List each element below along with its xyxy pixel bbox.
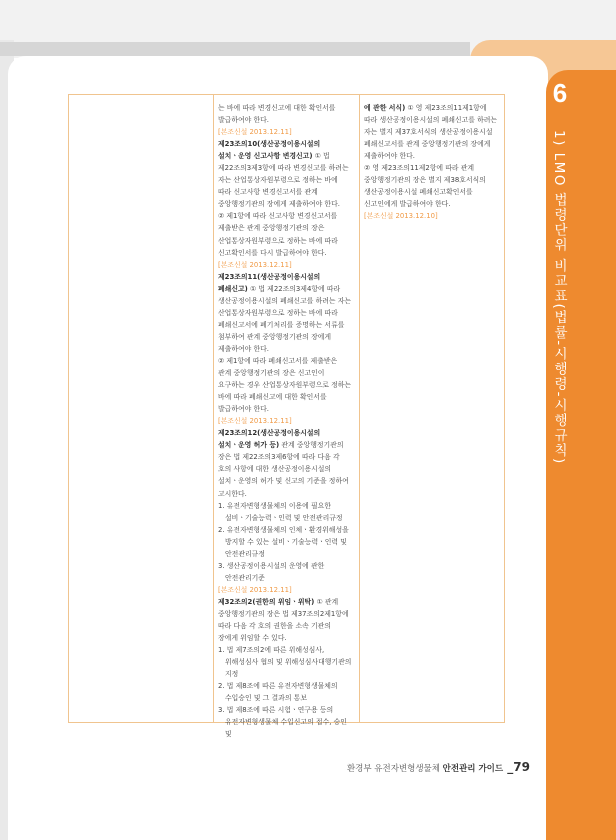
column-divider-2	[359, 95, 360, 722]
page-number: _79	[503, 760, 530, 774]
article-heading: 제23조의12(생산공정이용시설의 설치ㆍ운영 허가 등)	[218, 429, 321, 450]
provision-paragraph: ② 제1항에 따라 폐쇄신고서를 제출받은 관계 중앙행정기관의 장은 신고인이 요구하는 경우 산업통상자원부령으로 정하는 바에 따라 폐쇄신고에 대한 확인서를 발급하여야 한다.	[218, 356, 352, 414]
amendment-note: [본조신설 2013.12.11]	[218, 260, 292, 269]
article-body: 관계 중앙행정기관의 장은 법 제22조의3제6항에 따라 다음 각 호의 사항에 대한 생산공정이용시설의 설치ㆍ운영의 허가 및 신고의 기준을 정하여 고시한다.	[218, 441, 349, 498]
footer-guide-title: 안전관리 가이드	[442, 764, 504, 774]
provision-paragraph	[364, 102, 498, 162]
enforcement-rule-column	[364, 102, 498, 222]
article-heading: 제23조의10(생산공정이용시설의 설치ㆍ운영 신고사항 변경신고)	[218, 140, 321, 161]
provision-paragraph	[218, 596, 352, 644]
chapter-number: 6	[552, 78, 568, 108]
column-divider-1	[213, 95, 214, 722]
article-body: ① 관계 중앙행정기관의 장은 법 제37조의2제1항에 따라 다음 각 호의 권한을 소속 기관의 장에게 위임할 수 있다.	[218, 597, 349, 643]
provision-paragraph: ② 제1항에 따라 신고사항 변경신고서를 제출받은 관계 중앙행정기관의 장은 산업통상자원부령으로 정하는 바에 따라 신고확인서를 다시 발급하여야 한다.	[218, 212, 338, 257]
amendment-note: [본조신설 2013.12.11]	[218, 417, 292, 426]
provision-paragraph: 2. 법 제8조에 따른 유전자변형생물체의 수입승인 및 그 결과의 통보	[218, 682, 338, 703]
provision-paragraph	[218, 427, 352, 499]
provision-paragraph: 2. 유전자변형생물체의 인체ㆍ환경위해성을 방지할 수 있는 설비ㆍ기술능력ㆍ인력 및 안전관리규정	[218, 525, 349, 558]
provision-paragraph	[218, 259, 352, 271]
top-band	[0, 42, 470, 56]
amendment-note: [본조신설 2013.12.11]	[218, 128, 292, 137]
page-footer	[300, 760, 530, 774]
footer-source: 환경부 유전자변형생물체	[346, 764, 443, 774]
provision-paragraph	[218, 584, 352, 596]
provision-paragraph: 3. 법 제8조에 따른 시험ㆍ연구용 등의 유전자변형생물체 수입신고의 접수, 승인 및	[218, 706, 347, 739]
provision-paragraph: 는 바에 따라 변경신고에 대한 확인서를 발급하여야 한다.	[218, 104, 336, 125]
provision-paragraph	[218, 271, 352, 355]
article-body: ① 법 제22조의3제4항에 따라 생산공정이용시설의 폐쇄신고를 하려는 자는 산업통상자원부령으로 정하는 바에 따라 폐쇄신고서에 폐기처리를 증명하는 서류를 첨부하여 관계 중앙행정기관의 장에게 제출하여야 한다.	[218, 284, 352, 353]
provision-paragraph	[218, 415, 352, 427]
provision-paragraph: 1. 유전자변형생물체의 이용에 필요한 설비ㆍ기술능력ㆍ인력 및 안전관리규정	[218, 501, 343, 522]
article-heading: 제23조의11(생산공정이용시설의 폐쇄신고)	[218, 272, 321, 293]
provision-paragraph	[364, 210, 498, 222]
provision-paragraph	[218, 126, 352, 138]
amendment-note: [본조신설 2013.12.11]	[218, 585, 292, 594]
provision-paragraph: 3. 생산공정이용시설의 운영에 관한 안전관리기준	[218, 561, 325, 582]
chapter-title: 1) LMO 법령단위 비교표(법률-시행령-시행규칙)	[551, 130, 567, 465]
amendment-note: [본조신설 2013.12.10]	[364, 212, 438, 221]
provision-paragraph	[218, 138, 352, 210]
article-heading: 에 관한 서식)	[364, 104, 406, 112]
article-body: ① 법 제22조의3제3항에 따라 변경신고를 하려는 자는 산업통상자원부령으로 정하는 바에 따라 신고사항 변경신고서를 관계 중앙행정기관의 장에게 제출하여야 한다.	[218, 152, 349, 209]
article-heading: 제32조의2(권한의 위임ㆍ위탁)	[218, 597, 315, 606]
article-body: ① 영 제23조의11제1항에 따라 생산공정이용시설의 폐쇄신고를 하려는 자는 별지 제37호서식의 생산공정이용시설 폐쇄신고서를 관계 중앙행정기관의 장에게 제출하여야 한다.	[364, 104, 498, 161]
provision-paragraph: ② 영 제23조의11제2항에 따라 관계 중앙행정기관의 장은 별지 제38호서식의 생산공정이용시설 폐쇄신고확인서를 신고인에게 발급하여야 한다.	[364, 164, 486, 209]
enforcement-decree-column	[218, 102, 352, 740]
provision-paragraph: 1. 법 제7조의2에 따른 위해성심사, 위해성심사 협의 및 위해성심사대행기관의 지정	[218, 646, 352, 679]
comparison-table	[68, 94, 505, 739]
